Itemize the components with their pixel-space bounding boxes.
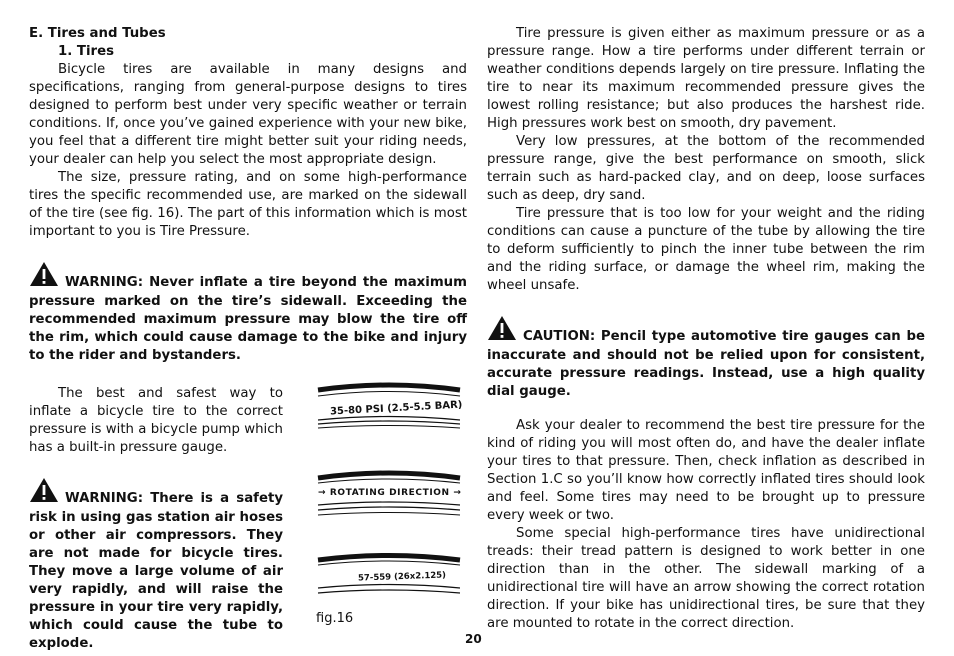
pressure-paragraph-5: Some special high-performance tires have unidirectional treads: their tread pattern is designed to work better in one direction than in the other. The sidewall marking of a unidirectional tire will have an arrow showing the correct rotation direction. If your bike has unidirectional tires, be sure that they are mounted to rotate in the correct direction. (487, 526, 925, 631)
tire-sidewall-figure (316, 380, 466, 630)
tire-sidewall-size (316, 552, 462, 604)
caution-text: CAUTION: Pencil type automotive tire gauges can be inaccurate and should not be relied upon for consistent, accurate pressure readings. Instead, use a high quality dial gauge. (487, 329, 925, 399)
warning-triangle-icon (29, 477, 59, 509)
tire-pressure-marking: 35-80 PSI (2.5-5.5 BAR) (329, 399, 463, 418)
subheading-tires: 1. Tires (58, 44, 115, 59)
page-number: 20 (465, 632, 482, 646)
pressure-paragraph-2: Very low pressures, at the bottom of the recommended pressure range, give the best performance on smooth, slick terrain such as hard-packed clay, and on deep, loose surfaces such as deep, dry sand. (487, 134, 925, 203)
tire-sidewall-pressure (316, 380, 462, 432)
tire-size-marking: 57-559 (26x2.125) (357, 570, 447, 584)
pressure-paragraph-1: Tire pressure is given either as maximum pressure or as a pressure range. How a tire performs under different terrain or weather conditions depends largely on tire pressure. Inflating the tire to near its maximum recommended pressure gives the lowest rolling resistance; but also produces the harshest ride. High pressures work best on smooth, dry pavement. (487, 26, 925, 131)
tire-sidewall-direction (316, 468, 462, 520)
pressure-paragraph-3: Tire pressure that is too low for your weight and the riding conditions can cause a puncture of the tube by allowing the tire to deform sufficiently to pinch the inner tube between the rim and the riding surface, or damage the wheel rim, making the wheel unsafe. (487, 206, 925, 293)
pressure-paragraph-4: Ask your dealer to recommend the best tire pressure for the kind of riding you will most often do, and have the dealer inflate your tires to that pressure. Then, check inflation as described in Section 1.C so you’ll know how correctly inflated tires should look and feel. Some tires may need to be brought up to pressure every week or two. (487, 418, 925, 523)
tire-direction-marking: → ROTATING DIRECTION → (318, 488, 462, 498)
tires-paragraph-1: Bicycle tires are available in many designs and specifications, ranging from general-purpose designs to tires designed to perform best under very specific weather or terrain conditions. If, once you’ve gained experience with your new bike, you feel that a different tire might better suit your riding needs, your dealer can help you select the most appropriate design. (29, 62, 467, 167)
warning-text-2: WARNING: There is a safety risk in using gas station air hoses or other air compressors. They are not made for bicycle tires. They move a large volume of air very rapidly, and will raise the pressure in your tire very rapidly, which could cause the tube to explode. (29, 491, 283, 651)
section-heading: E. Tires and Tubes (29, 26, 166, 41)
caution-block (487, 315, 925, 401)
warning-triangle-icon (29, 261, 59, 293)
warning-triangle-icon (487, 315, 517, 347)
right-column (487, 25, 925, 633)
warning-text-1: WARNING: Never inflate a tire beyond the maximum pressure marked on the tire’s sidewall. Exceeding the recommended maximum pressure may blow the tire off the rim, which could cause damage to the bike and injury to the rider and bystanders. (29, 275, 467, 363)
pump-paragraph: The best and safest way to inflate a bicycle tire to the correct pressure is with a bicycle pump which has a built-in pressure gauge. (29, 386, 283, 455)
tires-paragraph-2: The size, pressure rating, and on some high-performance tires the specific recommended use, are marked on the sidewall of the tire (see fig. 16). The part of this information which is most important to you is Tire Pressure. (29, 170, 467, 239)
warning-block-1 (29, 261, 467, 365)
warning-block-2 (29, 477, 283, 653)
figure-caption: fig.16 (316, 611, 354, 626)
